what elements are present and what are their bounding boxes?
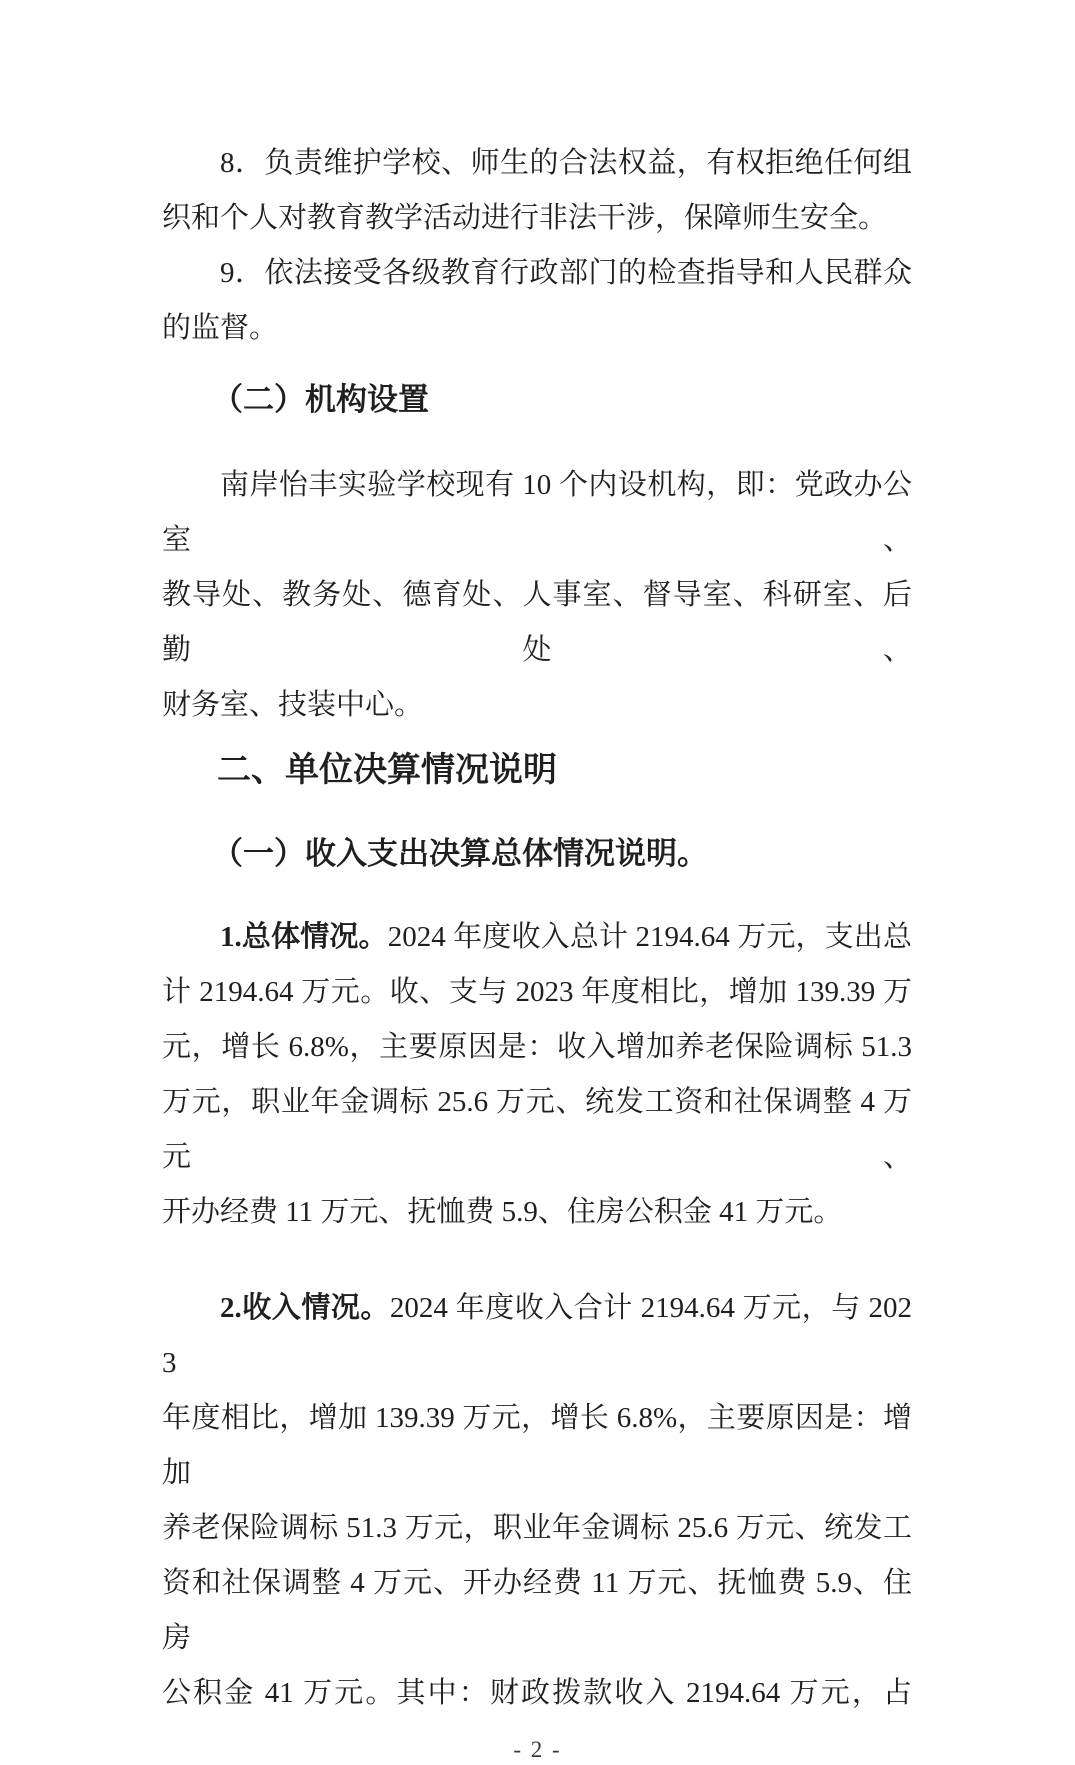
line-text: 2024 年度收入合计 2194.64 万元，与 2023 [162, 1292, 912, 1379]
page-number: - 2 - [513, 1737, 562, 1762]
text-line: 万元，职业年金调标 25.6 万元、统发工资和社保调整 4 万元、 [162, 1086, 912, 1173]
heading-overall: （一）收入支出决算总体情况说明。 [212, 836, 708, 871]
text-line [162, 910, 912, 965]
heading-settlement: 二、单位决算情况说明 [217, 751, 557, 789]
para-income-situation [162, 1281, 912, 1721]
heading-org-setup: （二）机构设置 [212, 382, 429, 417]
para-general-situation [162, 910, 912, 1240]
text-line: 的监督。 [162, 312, 279, 344]
text-line: 养老保险调标 51.3 万元，职业年金调标 25.6 万元、统发工 [162, 1512, 912, 1544]
text-line: 9．依法接受各级教育行政部门的检查指导和人民群众 [220, 257, 912, 289]
line-text: 2024 年度收入总计 2194.64 万元，支出总 [387, 921, 912, 953]
text-line: 8．负责维护学校、师生的合法权益，有权拒绝任何组 [220, 147, 912, 179]
text-line: 年度相比，增加 139.39 万元，增长 6.8%，主要原因是：增加 [162, 1402, 912, 1489]
text-line: 财务室、技装中心。 [162, 689, 424, 721]
text-line: 织和个人对教育教学活动进行非法干涉，保障师生安全。 [162, 202, 888, 234]
text-line: 计 2194.64 万元。收、支与 2023 年度相比，增加 139.39 万 [162, 976, 912, 1008]
text-line: 公积金 41 万元。其中：财政拨款收入 2194.64 万元，占 [162, 1677, 912, 1709]
text-line [162, 1281, 912, 1391]
text-line: 教导处、教务处、德育处、人事室、督导室、科研室、后勤处、 [162, 579, 912, 666]
para-org-detail [162, 458, 912, 733]
para-duty-8 [162, 136, 912, 246]
para-duty-9 [162, 246, 912, 356]
text-line: 元，增长 6.8%，主要原因是：收入增加养老保险调标 51.3 [162, 1031, 912, 1063]
text-line: 南岸怡丰实验学校现有 10 个内设机构，即：党政办公室、 [162, 469, 912, 556]
bold-run-in-heading: 2.收入情况。 [220, 1292, 390, 1324]
text-line: 开办经费 11 万元、抚恤费 5.9、住房公积金 41 万元。 [162, 1196, 843, 1228]
text-line: 资和社保调整 4 万元、开办经费 11 万元、抚恤费 5.9、住房 [162, 1567, 912, 1654]
bold-run-in-heading: 1.总体情况。 [220, 921, 388, 953]
